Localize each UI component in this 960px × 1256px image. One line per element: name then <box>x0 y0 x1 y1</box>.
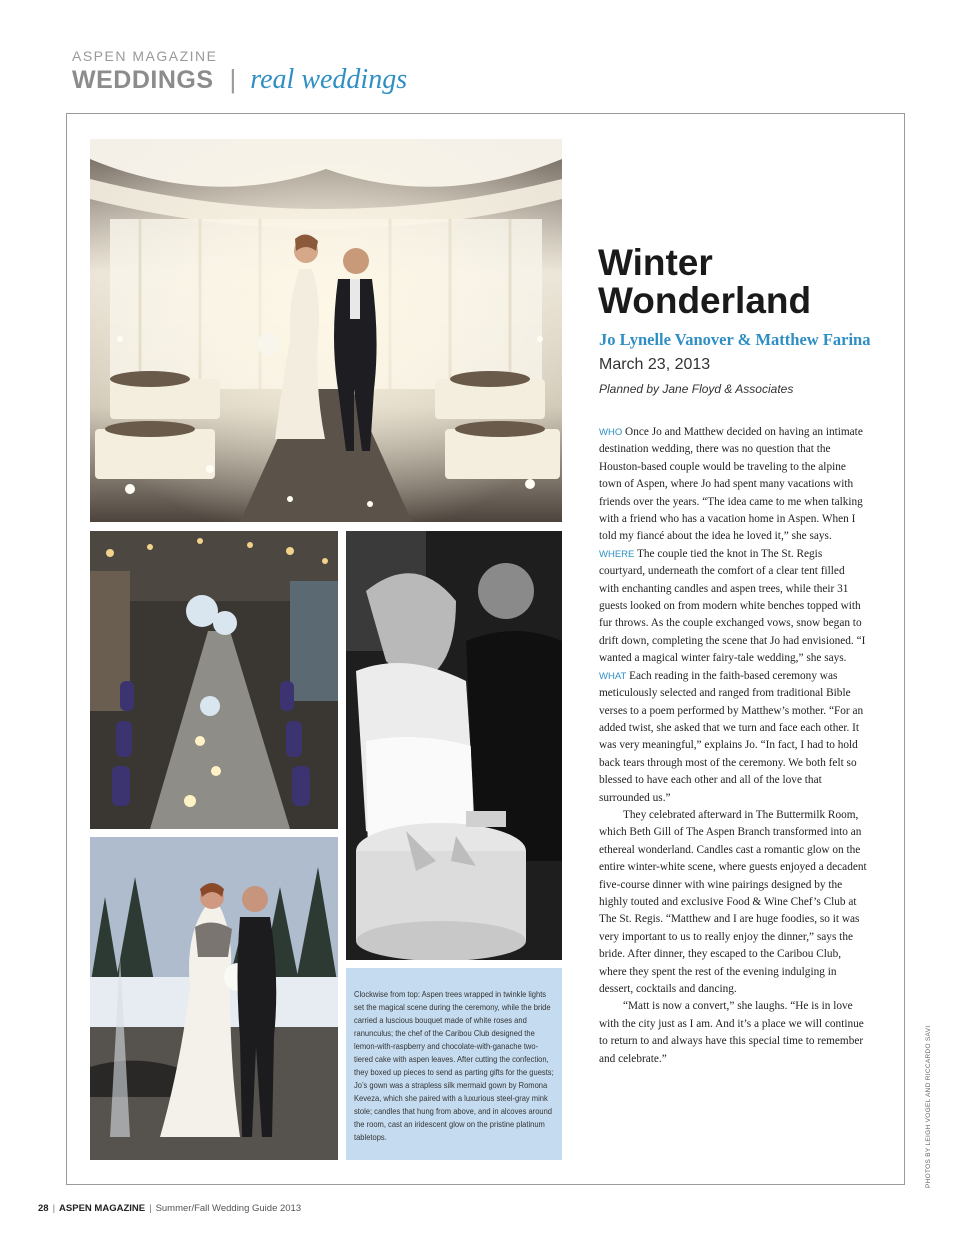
footer-separator-2: | <box>149 1203 152 1214</box>
title-line-1: Winter <box>598 242 713 283</box>
cake-cutting-photo <box>346 531 562 960</box>
planner-credit: Planned by Jane Floyd & Associates <box>599 382 794 396</box>
section-header <box>72 64 407 96</box>
what-text: Each reading in the faith-based ceremony was meticulously selected and ranged from traditional Bible verses to a poem performed by Matthew’s mother. “For an added twist, she asked that we turn and face each other. It was very meaningful,” explains Jo. “In fact, I had to hold back tears through most of the ceremony. We both felt so blessed to have each other and all of the love that surrounded us.” <box>599 669 864 804</box>
who-paragraph <box>599 424 867 546</box>
closing-paragraph: “Matt is now a convert,” she laughs. “He is in love with the city just as I am. And it’s a place we will continue to return to and always have this special time to remember and celebrate.” <box>599 1000 864 1065</box>
couple-names: Jo Lynelle Vanover & Matthew Farina <box>599 330 871 349</box>
title-line-2: Wonderland <box>598 280 812 321</box>
wedding-date: March 23, 2013 <box>599 356 711 373</box>
what-label: WHAT <box>599 670 627 682</box>
page-footer <box>38 1203 301 1214</box>
who-label: WHO <box>599 427 623 438</box>
dinner-table-photo <box>90 531 338 829</box>
magazine-kicker: ASPEN MAGAZINE <box>72 48 218 64</box>
photo-caption: Clockwise from top: Aspen trees wrapped in twinkle lights set the magical scene during the ceremony, while the bride carried a luscious bouquet made of white roses and ranunculus; the chef of the Caribou Club designed the lemon-with-raspberry and chocolate-with-ganache two-tiered cake with aspen leaves. After cutting the confection, they boxed up pieces to send as parting gifts for the guests; Jo’s gown was a strapless silk mermaid gown by Romona Keveza, which she paired with a luxurious steel-gray mink stole; candles that hung from above, and in alcoves around the room, cast an iridescent glow on the pristine platinum tabletops. <box>354 989 554 1142</box>
footer-separator: | <box>52 1203 56 1214</box>
who-text: Once Jo and Matthew decided on having an intimate destination wedding, there was no question that the Houston-based couple would be traveling to the alpine town of Aspen, where Jo had spent many vacations with friends over the years. “The idea came to me when talking with a friend who has a vacation home in Aspen. When I told my fiancé about the idea he loved it,” she says. <box>599 426 863 543</box>
section-subtitle: real weddings <box>250 64 408 95</box>
photo-caption-box <box>346 968 562 1160</box>
article-body <box>599 424 867 1068</box>
reception-paragraph: They celebrated afterward in The Buttermilk Room, which Beth Gill of The Aspen Branch transformed into an ethereal wonderland. Candles cast a romantic glow on the entire winter-white scene, where guests enjoyed a decadent five-course dinner with wine pairings designed by the highly touted and exclusive Food & Wine Chef’s Club at The St. Regis. “Matthew and I are huge foodies, so it was very important to us to really enjoy the dinner,” says the bride. After dinner, they escaped to the Caribou Club, where they spent the rest of the evening indulging in dessert, cocktails and dancing. <box>599 808 867 995</box>
couple-snow-photo <box>90 837 338 1160</box>
where-label: WHERE <box>599 548 635 560</box>
article-title <box>598 244 811 320</box>
section-separator: | <box>229 64 237 94</box>
what-paragraph <box>599 668 867 807</box>
footer-magazine: ASPEN MAGAZINE <box>59 1203 146 1214</box>
ceremony-photo <box>90 139 562 522</box>
where-paragraph <box>599 546 867 668</box>
section-title: WEDDINGS <box>72 66 214 94</box>
photo-credit: PHOTOS BY LEIGH VOGEL AND RICCARDO SAVI <box>925 1025 932 1188</box>
footer-issue: Summer/Fall Wedding Guide 2013 <box>155 1203 302 1214</box>
page-number: 28 <box>38 1203 49 1214</box>
where-text: The couple tied the knot in The St. Regis courtyard, underneath the comfort of a clear tent filled with enchanting candles and aspen trees, while their 31 guests looked on from modern white benches topped with fur throws. As the couple exchanged vows, snow began to drift down, completing the scene that Jo had envisioned. “I wanted a magical winter fairy-tale wedding,” she says. <box>599 547 866 665</box>
